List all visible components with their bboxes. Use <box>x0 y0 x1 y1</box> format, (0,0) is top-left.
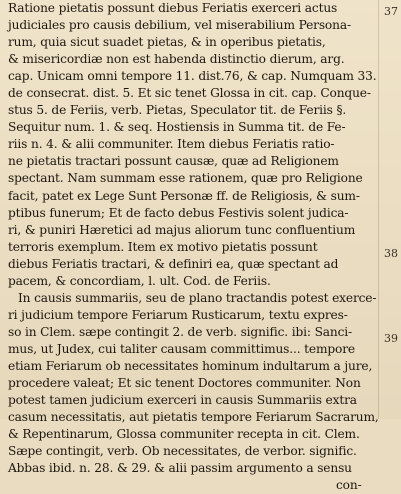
text-line: cap. Unicam omni tempore 11. dist.76, & cap. Numquam 33. <box>8 69 377 84</box>
text-line: terroris exemplum. Item ex motivo pietatis possunt <box>8 239 318 254</box>
text-line: rum, quia sicut suadet pietas, & in operibus pietatis, <box>8 35 326 50</box>
paragraph-start-line: In causis summariis, seu de plano tractandis potest exerce- <box>18 290 377 305</box>
catchword: con- <box>336 478 362 493</box>
text-line: mus, ut Judex, cui taliter causam committimus... tempore <box>8 341 355 356</box>
text-line: Abbas ibid. n. 28. & 29. & alii passim argumento a sensu <box>8 461 352 476</box>
text-line: procedere valeat; Et sic tenent Doctores communiter. Non <box>8 376 361 391</box>
text-line: Sæpe contingit, verb. Ob necessitates, de verbor. signific. <box>8 444 357 459</box>
text-line: facit, patet ex Lege Sunt Personæ ff. de Religiosis, & sum- <box>8 188 360 203</box>
text-line: diebus Feriatis tractari, & definiri ea, quæ spectant ad <box>8 256 339 271</box>
text-line: casum necessitatis, aut pietatis tempore Feriarum Sacrarum, <box>8 410 379 425</box>
text-line: spectant. Nam summam esse rationem, quæ pro Religione <box>8 171 363 186</box>
text-line: judiciales pro causis debilium, vel miserabilium Persona- <box>8 18 351 33</box>
text-line: & Repentinarum, Glossa communiter recepta in cit. Clem. <box>8 427 360 442</box>
margin-number: 38 <box>384 247 398 260</box>
margin-number: 39 <box>384 332 398 345</box>
text-line: ri judicium tempore Feriarum Rusticarum, textu expres- <box>8 307 348 322</box>
text-line: stus 5. de Feriis, verb. Pietas, Speculator tit. de Feriis §. <box>8 103 347 118</box>
text-line: Ratione pietatis possunt diebus Feriatis exerceri actus <box>8 1 338 15</box>
text-line: riis n. 4. & alii communiter. Item diebus Feriatis ratio- <box>8 137 335 152</box>
text-line: Sequitur num. 1. & seq. Hostiensis in Summa tit. de Fe- <box>8 120 346 135</box>
margin-number: 37 <box>384 5 398 18</box>
text-line: ne pietatis tractari possunt causæ, quæ ad Religionem <box>8 154 339 169</box>
right-margin <box>378 0 401 419</box>
text-line: etiam Feriarum ob necessitates hominum indultarum a jure, <box>8 358 373 373</box>
text-line: potest tamen judicium exerceri in causis Summariis extra <box>8 393 357 408</box>
text-line: ptibus funerum; Et de facto debus Festivis solent judica- <box>8 205 349 220</box>
text-line: ri, & puniri Hæretici ad majus aliorum tunc confluentium <box>8 222 356 237</box>
text-body <box>8 0 379 494</box>
text-line: pacem, & concordiam, l. ult. Cod. de Feriis. <box>8 273 271 288</box>
text-line: so in Clem. sæpe contingit 2. de verb. signific. ibi: Sanci- <box>8 324 352 339</box>
text-line: de consecrat. dist. 5. Et sic tenet Glossa in cit. cap. Conque- <box>8 86 371 101</box>
text-line: & misericordiæ non est habenda distinctio dierum, arg. <box>8 52 345 67</box>
